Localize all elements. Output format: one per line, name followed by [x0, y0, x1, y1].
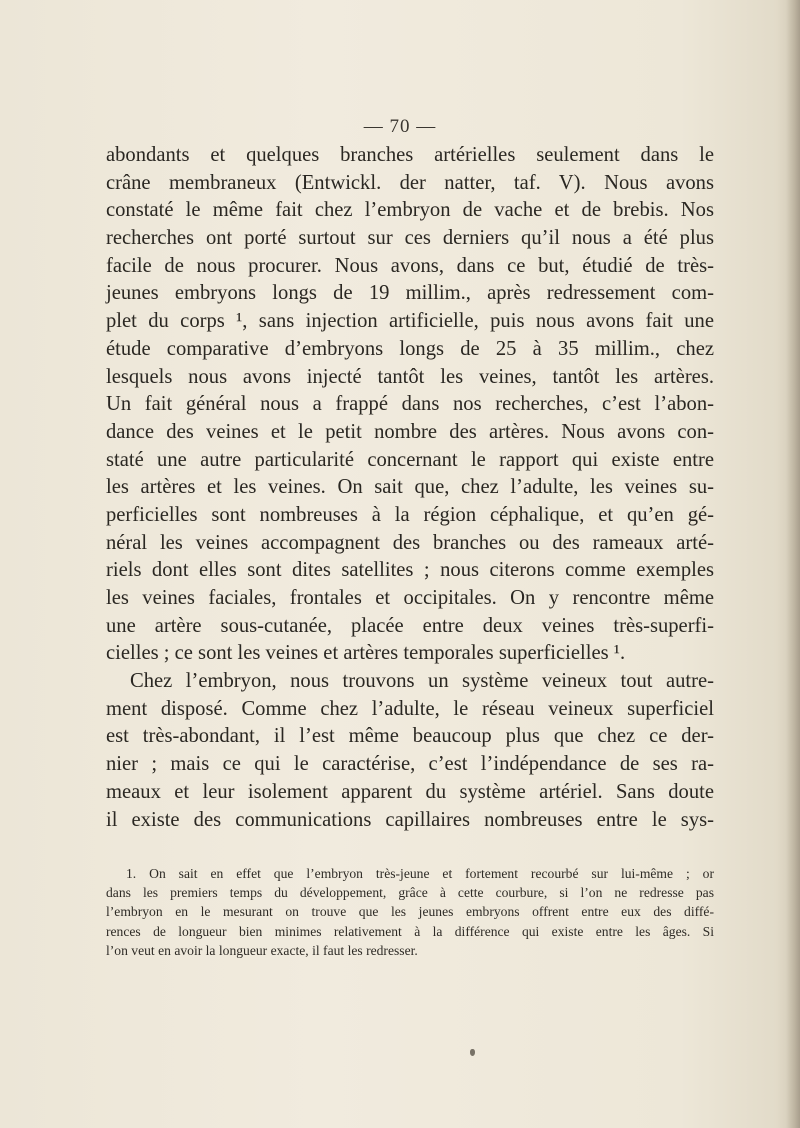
text-line: lesquels nous avons injecté tantôt les veines, tantôt les artères. — [106, 365, 714, 388]
text-line: nier ; mais ce qui le caractérise, c’est l’indépendance de ses ra- — [106, 753, 714, 776]
main-text — [106, 142, 714, 834]
page-number: — 70 — — [363, 116, 437, 137]
text-line: meaux et leur isolement apparent du système artériel. Sans doute — [106, 780, 714, 803]
text-line: riels dont elles sont dites satellites ; nous citerons comme exemples — [106, 559, 714, 582]
text-line: cielles ; ce sont les veines et artères temporales superficielles ¹. — [106, 642, 626, 665]
footnote-line: rences de longueur bien minimes relativement à la différence qui existe entre les âges. Si — [106, 923, 714, 939]
text-line: néral les veines accompagnent des branches ou des rameaux arté- — [106, 531, 714, 554]
text-line: étude comparative d’embryons longs de 25 à 35 millim., chez — [106, 337, 714, 360]
text-line: crâne membraneux (Entwickl. der natter, taf. V). Nous avons — [106, 171, 714, 194]
text-line: Chez l’embryon, nous trouvons un système veineux tout autre- — [130, 670, 714, 693]
footnote-line: l’on veut en avoir la longueur exacte, il faut les redresser. — [106, 942, 418, 958]
text-line: les veines faciales, frontales et occipitales. On y rencontre même — [106, 587, 714, 609]
text-line: abondants et quelques branches artérielles seulement dans le — [106, 144, 714, 166]
text-line: dance des veines et le petit nombre des artères. Nous avons con- — [106, 420, 714, 443]
footnote-line: 1. On sait en effet que l’embryon très-jeune et fortement recourbé sur lui-même ; or — [126, 866, 714, 881]
footnote-line: l’embryon en le mesurant on trouve que les jeunes embryons offrent entre eux des diffé- — [106, 904, 714, 920]
ink-speck — [470, 1049, 475, 1056]
text-line: est très-abondant, il l’est même beaucoup plus que chez ce der- — [106, 725, 714, 748]
text-line: Un fait général nous a frappé dans nos recherches, c’est l’abon- — [106, 393, 714, 416]
text-line: ment disposé. Comme chez l’adulte, le réseau veineux superficiel — [106, 697, 714, 720]
text-line: une artère sous-cutanée, placée entre deux veines très-superfi- — [106, 614, 714, 637]
footnote — [106, 864, 714, 960]
text-line: plet du corps ¹, sans injection artificielle, puis nous avons fait une — [106, 310, 714, 333]
text-line: il existe des communications capillaires nombreuses entre le sys- — [106, 808, 714, 831]
text-line: jeunes embryons longs de 19 millim., après redressement com- — [106, 282, 714, 305]
text-line: constaté le même fait chez l’embryon de vache et de brebis. Nos — [106, 199, 714, 222]
text-line: les artères et les veines. On sait que, chez l’adulte, les veines su- — [106, 476, 714, 499]
page-edge-shadow — [786, 0, 800, 1128]
text-line: perficielles sont nombreuses à la région céphalique, et qu’en gé- — [106, 503, 714, 526]
text-line: staté une autre particularité concernant le rapport qui existe entre — [106, 448, 714, 471]
text-line: recherches ont porté surtout sur ces derniers qu’il nous a été plus — [106, 227, 714, 250]
footnote-line: dans les premiers temps du développement, grâce à cette courbure, si l’on ne redresse pas — [106, 885, 714, 901]
text-line: facile de nous procurer. Nous avons, dans ce but, étudié de très- — [106, 254, 714, 277]
